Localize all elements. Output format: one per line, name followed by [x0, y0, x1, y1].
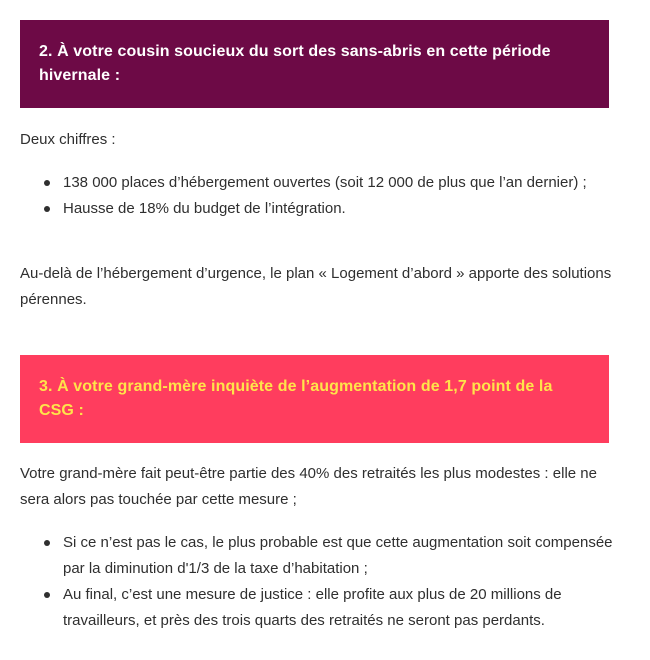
section-2-intro: Deux chiffres :	[20, 131, 116, 148]
bullet-icon	[44, 180, 50, 186]
bullet-icon	[44, 592, 50, 598]
section-3-list	[20, 530, 620, 634]
section-3-title: 3. À votre grand-mère inquiète de l’augmentation de 1,7 point de la CSG :	[39, 378, 553, 419]
list-item	[20, 196, 620, 222]
list-item-text: Hausse de 18% du budget de l’intégration.	[63, 200, 346, 217]
section-2-title: 2. À votre cousin soucieux du sort des sans-abris en cette période hivernale :	[39, 43, 551, 84]
list-item	[20, 170, 620, 196]
list-item	[20, 582, 620, 634]
list-item	[20, 530, 620, 582]
section-2-list	[20, 170, 620, 222]
section-3-intro: Votre grand-mère fait peut-être partie des 40% des retraités les plus modestes : elle ne sera alors pas touchée par cette mesure ;	[20, 465, 597, 508]
list-item-text: 138 000 places d’hébergement ouvertes (soit 12 000 de plus que l’an dernier) ;	[63, 174, 587, 191]
bullet-icon	[44, 206, 50, 212]
section-2-outro: Au-delà de l’hébergement d’urgence, le plan « Logement d’abord » apporte des solutions pérennes.	[20, 265, 612, 308]
list-item-text: Au final, c’est une mesure de justice : elle profite aux plus de 20 millions de travailleurs, et près des trois quarts des retraités ne seront pas perdants.	[63, 586, 562, 629]
list-item-text: Si ce n’est pas le cas, le plus probable est que cette augmentation soit compensée par la diminution d'1/3 de la taxe d’habitation ;	[63, 534, 613, 577]
bullet-icon	[44, 540, 50, 546]
section-2-banner	[20, 20, 609, 108]
section-3-banner	[20, 355, 609, 443]
